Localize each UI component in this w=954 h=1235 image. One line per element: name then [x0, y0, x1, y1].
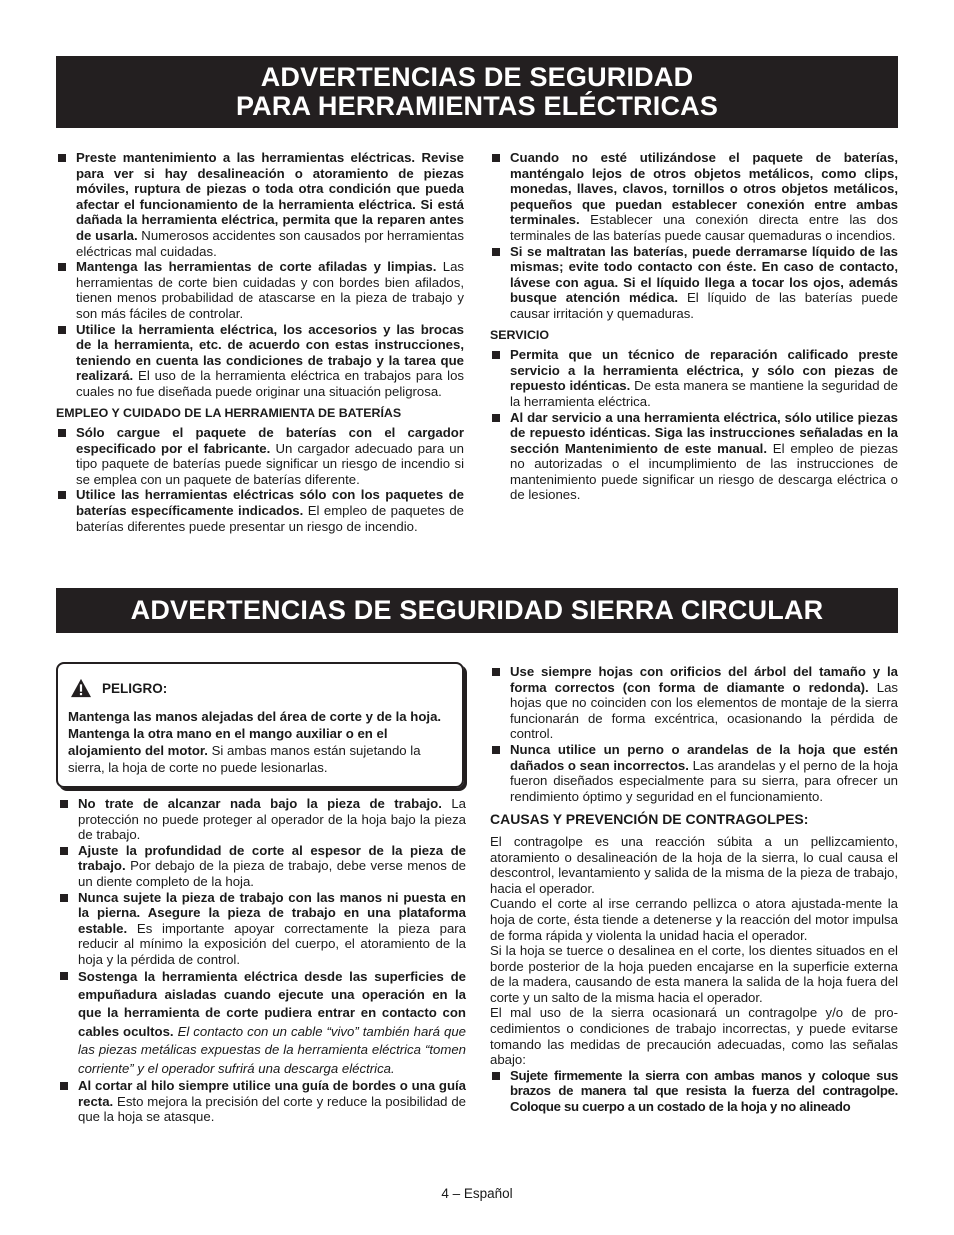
danger-title: PELIGRO: [102, 680, 168, 696]
list-item [490, 150, 898, 244]
item-bold: Ajuste la profundidad de corte al espesor de la pieza de trabajo. [78, 842, 466, 874]
list-item [58, 968, 466, 1078]
item-bold: Sujete firmemente la sierra con ambas manos y coloque sus brazos de manera tal que resista la fuerza del contragolpe. Coloque su cuerpo a un costado de la hoja y no alineado [510, 1067, 898, 1115]
item-bold: Preste mantenimiento a las herramientas eléctricas. Revise para ver si hay desalineación o atoramiento de piezas móviles, ruptura de piezas o toda otra condición que pueda afectar el funcionamiento de la herramienta eléctrica. Si está dañada la herramienta eléctrica, permita que la reparen antes de usarla. [76, 150, 464, 243]
item-text: Las hojas que no coinciden con los elementos de montaje de la sierra funcionarán de forma excéntrica, ocasionando la pérdida de control. [510, 679, 898, 742]
item-bold: Mantenga las herramientas de corte afiladas y limpias. [76, 259, 437, 275]
page-footer: 4 – Español [441, 1186, 513, 1201]
item-bold: Sostenga la herramienta eléctrica desde las superficies de empuñadura aisladas cuando ejecute una operación en la que la herramienta de corte pudiera entrar en contacto con cables ocultos. [78, 968, 466, 1039]
danger-box [56, 662, 464, 788]
list-item [58, 843, 466, 890]
item-text: De esta manera se mantiene la seguridad de la herramienta eléctrica. [510, 378, 898, 409]
item-bold: Permita que un técnico de reparación calificado preste servicio a la herramienta eléctrica, y sólo con piezas de repuesto idénticas. [510, 347, 898, 394]
item-text: Las arandelas y el perno de la hoja fueron diseñados especialmente para su sierra, para ofrecer un rendimiento óptimo y seguridad en el funcionamiento. [510, 757, 898, 804]
item-bold: Utilice la herramienta eléctrica, los accesorios y las brocas de la herramienta, etc. de acuerdo con estas instrucciones, teniendo en cuenta las condiciones de trabajo y la tarea que realizará. [76, 321, 464, 384]
list-item [490, 410, 898, 504]
item-text: El empleo de paquetes de baterías diferentes puede presentar un riesgo de incendio. [76, 503, 464, 534]
danger-text [68, 708, 452, 776]
item-text: El uso de la herramienta eléctrica en trabajos para los cuales no fue diseñada puede originar una situación peligrosa. [76, 368, 464, 399]
item-text: Es importante apoyar correctamente la pieza para reducir al mínimo la exposición del cuerpo, el atoramiento de la hoja y la pérdida de control. [78, 920, 466, 967]
subheading-kickback: CAUSAS Y PREVENCIÓN DE CONTRAGOLPES: [490, 811, 809, 828]
list-item [490, 742, 898, 804]
item-text: Por debajo de la pieza de trabajo, debe verse menos de un diente completo de la hoja. [78, 858, 466, 889]
item-bold: Use siempre hojas con orificios del árbol del tamaño y la forma correctos (con forma de diamante o redonda). [510, 664, 898, 695]
kickback-paragraph: Cuando el corte al irse cerrando pellizca o atora ajustada-mente la hoja de corte, ésta tiende a detenerse y la reacción del motor impulsa de forma rápida y violenta la unidad hacia el operador. [490, 896, 898, 943]
item-text: Las herramientas de corte bien cuidadas y con bordes bien afilados, tienen menos probabilidad de atascarse en la pieza de trabajo y son más fáciles de controlar. [76, 259, 464, 321]
list-item [490, 664, 898, 742]
list-item [56, 150, 464, 259]
kickback-paragraph: El contragolpe es una reacción súbita a un pellizcamiento, atoramiento o desalineación de la hoja de la sierra, lo cual causa el descontrol, levantamiento y salida de la misma de la pieza de trabajo, hacia el operador. [490, 833, 898, 896]
item-bold: No trate de alcanzar nada bajo la pieza de trabajo. [78, 796, 442, 811]
item-text: Establecer una conexión directa entre las dos terminales de las baterías puede causar quemaduras o incendios. [510, 212, 898, 243]
item-text: La protección no puede proteger al operador de la hoja bajo la pieza de trabajo. [78, 796, 466, 843]
danger-plain: Si ambas manos están sujetando la sierra, la hoja de corte no puede lesionarlas. [68, 743, 421, 775]
danger-bold: Mantenga las manos alejadas del área de corte y de la hoja. Mantenga la otra mano en el mango auxiliar o en el alojamiento del motor. [68, 709, 442, 758]
item-text: Numerosos accidentes son causados por herramientas eléctricas mal cuidadas. [76, 227, 464, 259]
subheading-service: SERVICIO [490, 327, 549, 342]
item-italic: El contacto con un cable “vivo” también hará que las piezas metálicas expuestas de la herramienta eléctrica “tomen corriente” y el operador sufrirá una descarga eléctrica. [78, 1023, 466, 1076]
item-bold: Si se maltratan las baterías, puede derramarse líquido de las mismas; evite todo contacto con éste. En caso de contacto, lávese con agua. Si el líquido llega a tocar los ojos, además busque atención médica. [510, 243, 898, 306]
banner-line-1: ADVERTENCIAS DE SEGURIDAD [260, 62, 694, 92]
item-text: El líquido de las baterías puede causar irritación y quemaduras. [510, 290, 898, 321]
item-bold: Nunca sujete la pieza de trabajo con las manos ni puesta en la pierna. Asegure la pieza de trabajo en una plataforma estable. [78, 889, 466, 936]
item-bold: Nunca utilice un perno o arandelas de la hoja que estén dañados o sean incorrectos. [510, 741, 898, 773]
list-item [58, 1078, 466, 1125]
section2-left-column [58, 796, 466, 1125]
section1-right-column [490, 150, 898, 503]
item-text: Un cargador adecuado para un tipo paquete de baterías puede significar un riesgo de incendio si se emplea con un paquete de baterías diferente. [76, 440, 464, 487]
list-item [56, 259, 464, 321]
item-bold: Utilice las herramientas eléctricas sólo con los paquetes de baterías específicamente indicados. [76, 487, 464, 519]
danger-header [68, 678, 452, 698]
list-item [58, 890, 466, 968]
item-bold: Al cortar al hilo siempre utilice una guía de bordes o una guía recta. [78, 1077, 466, 1109]
banner-line-2: PARA HERRAMIENTAS ELÉCTRICAS [235, 91, 719, 121]
section1-left-column [56, 150, 464, 534]
section-banner-circular-saw: ADVERTENCIAS DE SEGURIDAD SIERRA CIRCULAR [56, 588, 898, 633]
subheading-battery: EMPLEO Y CUIDADO DE LA HERRAMIENTA DE BATERÍAS [56, 405, 402, 420]
list-item [490, 244, 898, 322]
item-text: Esto mejora la precisión del corte y reduce la posibilidad de que la hoja se atasque. [78, 1093, 466, 1125]
item-bold: Cuando no esté utilizándose el paquete de baterías, manténgalo lejos de otros objetos metálicos, como clips, monedas, llaves, clavos, tornillos o otros objetos metálicos, pequeños que puedan establecer conexión entre ambas terminales. [510, 150, 898, 228]
kickback-paragraph: El mal uso de la sierra ocasionará un contragolpe y/o de pro-cedimientos o condiciones de trabajo incorrectas, y puede evitarse tomando las medidas de precaución adecuadas, como las señalas abajo: [490, 1005, 898, 1068]
item-bold: Al dar servicio a una herramienta eléctrica, sólo utilice piezas de repuesto idénticas. Siga las instrucciones señaladas en la sección Mantenimiento de este manual. [510, 409, 898, 456]
section-banner-power-tools [56, 56, 898, 128]
kickback-paragraph: Si la hoja se tuerce o desalinea en el corte, los dientes situados en el borde posterior de la hoja pueden encajarse en la superficie externa de la madera, causando de esta manera la salida de la hoja fuera del corte y un salto de la misma hacia el operador. [490, 943, 898, 1005]
warning-triangle-icon [70, 678, 92, 698]
list-item [490, 1068, 898, 1115]
item-bold: Sólo cargue el paquete de baterías con el cargador especificado por el fabricante. [76, 425, 464, 456]
list-item [56, 322, 464, 400]
list-item [58, 796, 466, 843]
list-item [56, 487, 464, 534]
list-item [490, 347, 898, 409]
list-item [56, 425, 464, 487]
item-text: El empleo de piezas no autorizadas o el incumplimiento de las instrucciones de mantenimiento puede significar un riesgo de descarga eléctrica o de lesiones. [510, 440, 898, 503]
section2-right-column [490, 664, 898, 1115]
